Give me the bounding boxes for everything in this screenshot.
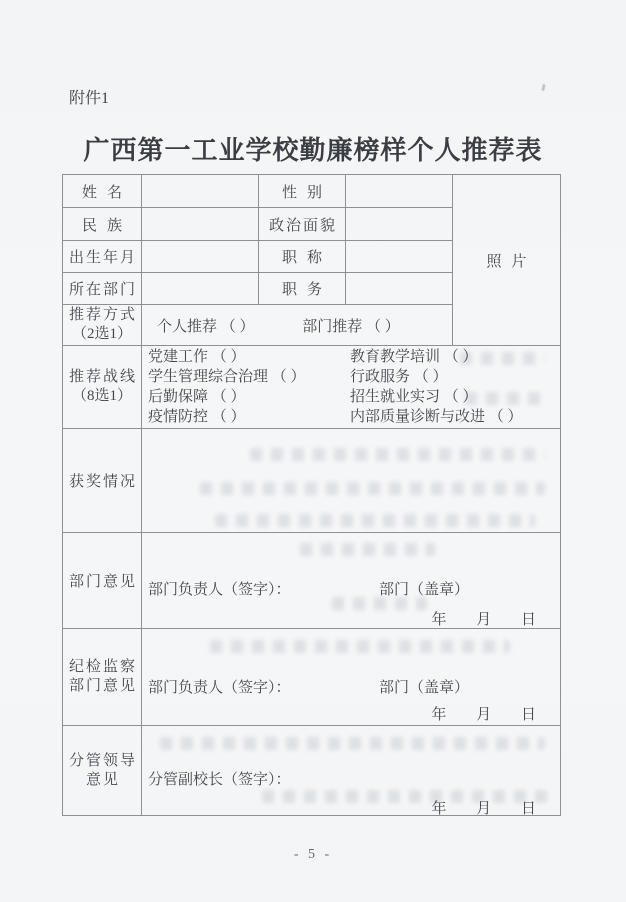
leader-opinion-cell (142, 726, 561, 816)
dept-stamp-label: 部门（盖章） (379, 581, 470, 598)
option-student-management: 学生管理综合治理 （ ） (148, 369, 306, 385)
ethnicity-label-text: 民族 (81, 217, 132, 234)
professional-title-label-text: 职称 (281, 250, 332, 266)
option-logistics-support: 后勤保障 （ ） (148, 389, 246, 405)
page-number: - 5 - (293, 847, 333, 862)
name-value-cell (142, 175, 259, 208)
discipline-opinion-date-line: 年 月 日 (431, 706, 536, 723)
ethnicity-label (63, 208, 142, 241)
name-label (63, 175, 142, 208)
birth-date-label (63, 241, 142, 273)
dept-opinion-date-line: 年 月 日 (431, 611, 536, 628)
leader-opinion-date-line: 年 月 日 (431, 800, 536, 817)
recommendation-form-table (62, 174, 561, 816)
option-enrollment-employment: 招生就业实习 （ ） (350, 389, 478, 405)
option-education-training: 教育教学培训 （ ） (350, 349, 478, 365)
leader-opinion-content (142, 727, 560, 815)
department-label (63, 273, 142, 305)
department-value-cell (142, 273, 259, 305)
awards-label-text: 获奖情况 (68, 474, 137, 490)
recommend-front-label (63, 346, 142, 429)
political-status-value-cell (346, 208, 453, 241)
birth-date-value-cell (142, 241, 259, 273)
recommend-front-left-column (148, 347, 350, 427)
discipline-opinion-label (63, 629, 142, 726)
department-opinion-label-text: 部门意见 (68, 574, 137, 590)
option-epidemic-prevention: 疫情防控 （ ） (148, 409, 246, 425)
discipline-stamp-label: 部门（盖章） (379, 679, 470, 696)
option-department-recommend: 部门推荐 （ ） (302, 318, 400, 335)
discipline-opinion-label-line2: 部门意见 (68, 678, 137, 694)
birth-date-label-text: 出生年月 (68, 250, 137, 266)
recommend-front-right-column (350, 347, 523, 427)
ethnicity-value-cell (142, 208, 259, 241)
option-personal-recommend: 个人推荐 （ ） (157, 318, 255, 335)
department-opinion-label (63, 533, 142, 629)
recommend-method-note: （2选1） (71, 326, 132, 342)
dept-head-signature-label: 部门负责人（签字）： (148, 581, 291, 598)
leader-opinion-label-line1: 分管领导 (68, 752, 137, 769)
name-label-text: 姓名 (81, 184, 132, 201)
leader-opinion-label (63, 726, 142, 816)
option-party-building: 党建工作 （ ） (148, 349, 246, 365)
attachment-label: 附件1 (69, 90, 110, 107)
recommend-front-options (142, 347, 560, 427)
position-value-cell (346, 273, 453, 305)
discipline-opinion-label-line1: 纪检监察 (68, 659, 137, 675)
awards-label (63, 429, 142, 533)
discipline-head-signature-label: 部门负责人（签字）： (148, 679, 291, 696)
recommend-method-label (63, 305, 142, 346)
political-status-label (259, 208, 346, 241)
gender-value-cell (346, 175, 453, 208)
recommend-front-options-cell (142, 346, 561, 429)
awards-value-cell (142, 429, 561, 533)
photo-cell (453, 175, 561, 346)
recommend-method-label-text: 推荐方式 (68, 307, 137, 323)
department-opinion-content (142, 534, 560, 628)
vice-principal-signature-label: 分管副校长（签字）： (148, 771, 291, 788)
recommend-front-note: （8选1） (71, 388, 132, 404)
page-title: 广西第一工业学校勤廉榜样个人推荐表 (83, 136, 543, 165)
recommend-front-label-text: 推荐战线 (68, 369, 137, 385)
discipline-opinion-content (142, 630, 560, 725)
discipline-opinion-cell (142, 629, 561, 726)
position-label-text: 职务 (281, 282, 332, 298)
professional-title-label (259, 241, 346, 273)
political-status-label-text: 政治面貌 (268, 217, 337, 234)
photo-placeholder-text: 照片 (486, 253, 537, 270)
gender-label-text: 性别 (281, 184, 332, 201)
department-label-text: 所在部门 (68, 282, 137, 298)
scan-speck-artifact (541, 84, 545, 91)
gender-label (259, 175, 346, 208)
position-label (259, 273, 346, 305)
leader-opinion-label-line2: 意见 (85, 771, 120, 788)
professional-title-value-cell (346, 241, 453, 273)
option-administrative-service: 行政服务 （ ） (350, 369, 448, 385)
option-quality-diagnosis: 内部质量诊断与改进 （ ） (350, 409, 523, 425)
recommend-method-options-cell (142, 305, 453, 346)
department-opinion-cell (142, 533, 561, 629)
